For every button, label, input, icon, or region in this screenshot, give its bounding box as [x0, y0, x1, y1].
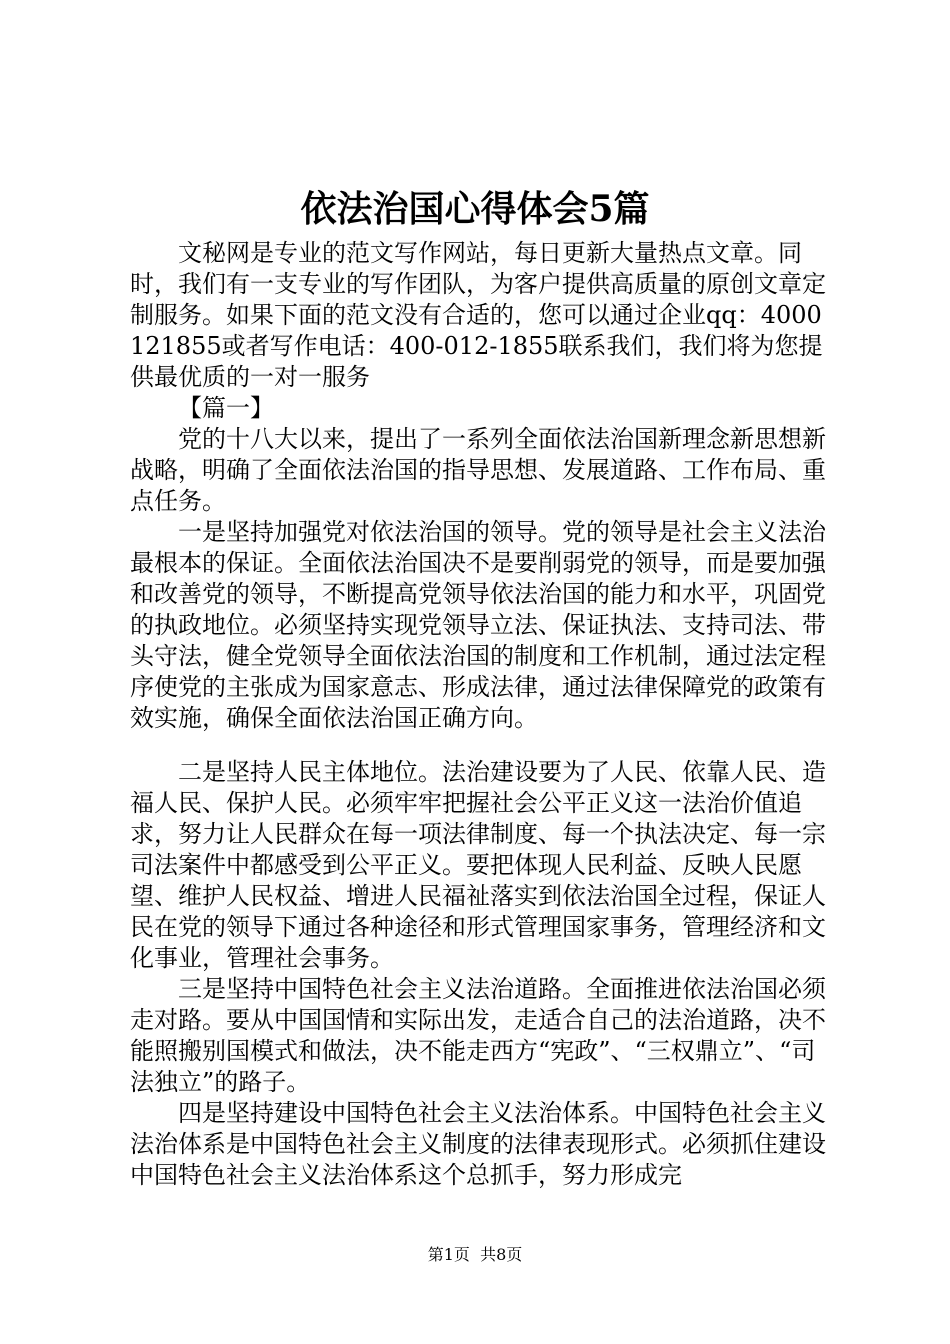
- document-body: [130, 238, 830, 1191]
- page-footer: [0, 1244, 950, 1266]
- document-title: 依法治国心得体会5篇: [300, 188, 650, 230]
- body-paragraph: 三是坚持中国特色社会主义法治道路。全面推进依法治国必须走对路。要从中国国情和实际出发，走适合自己的法治道路，决不能照搬别国模式和做法，决不能走西方“宪政”、“三权鼎立”、“司法独立”的路子。: [130, 975, 826, 1096]
- body-paragraph: 四是坚持建设中国特色社会主义法治体系。中国特色社会主义法治体系是中国特色社会主义制度的法律表现形式。必须抓住建设中国特色社会主义法治体系这个总抓手，努力形成完: [130, 1099, 826, 1189]
- body-paragraph: 二是坚持人民主体地位。法治建设要为了人民、依靠人民、造福人民、保护人民。必须牢牢把握社会公平正义这一法治价值追求，努力让人民群众在每一项法律制度、每一个执法决定、每一宗司法案件中都感受到公平正义。要把体现人民利益、反映人民愿望、维护人民权益、增进人民福祉落实到依法治国全过程，保证人民在党的领导下通过各种途径和形式管理国家事务，管理经济和文化事业，管理社会事务。: [130, 758, 826, 972]
- body-paragraph: 党的十八大以来，提出了一系列全面依法治国新理念新思想新战略，明确了全面依法治国的指导思想、发展道路、工作布局、重点任务。: [130, 425, 826, 515]
- section-heading: 【篇一】: [178, 394, 274, 422]
- page-number: 第1页: [427, 1245, 470, 1264]
- paragraph-spacer: [130, 734, 830, 757]
- intro-paragraph: 文秘网是专业的范文写作网站，每日更新大量热点文章。同时，我们有一支专业的写作团队，为客户提供高质量的原创文章定制服务。如果下面的范文没有合适的，您可以通过企业qq：4000121855或者写作电话：400-012-1855联系我们，我们将为您提供最优质的一对一服务: [130, 239, 826, 391]
- body-paragraph: 一是坚持加强党对依法治国的领导。党的领导是社会主义法治最根本的保证。全面依法治国决不是要削弱党的领导，而是要加强和改善党的领导，不断提高党领导依法治国的能力和水平，巩固党的执政地位。必须坚持实现党领导立法、保证执法、支持司法、带头守法，健全党领导全面依法治国的制度和工作机制，通过法定程序使党的主张成为国家意志、形成法律，通过法律保障党的政策有效实施，确保全面依法治国正确方向。: [130, 518, 826, 732]
- page-total: 共8页: [480, 1245, 523, 1264]
